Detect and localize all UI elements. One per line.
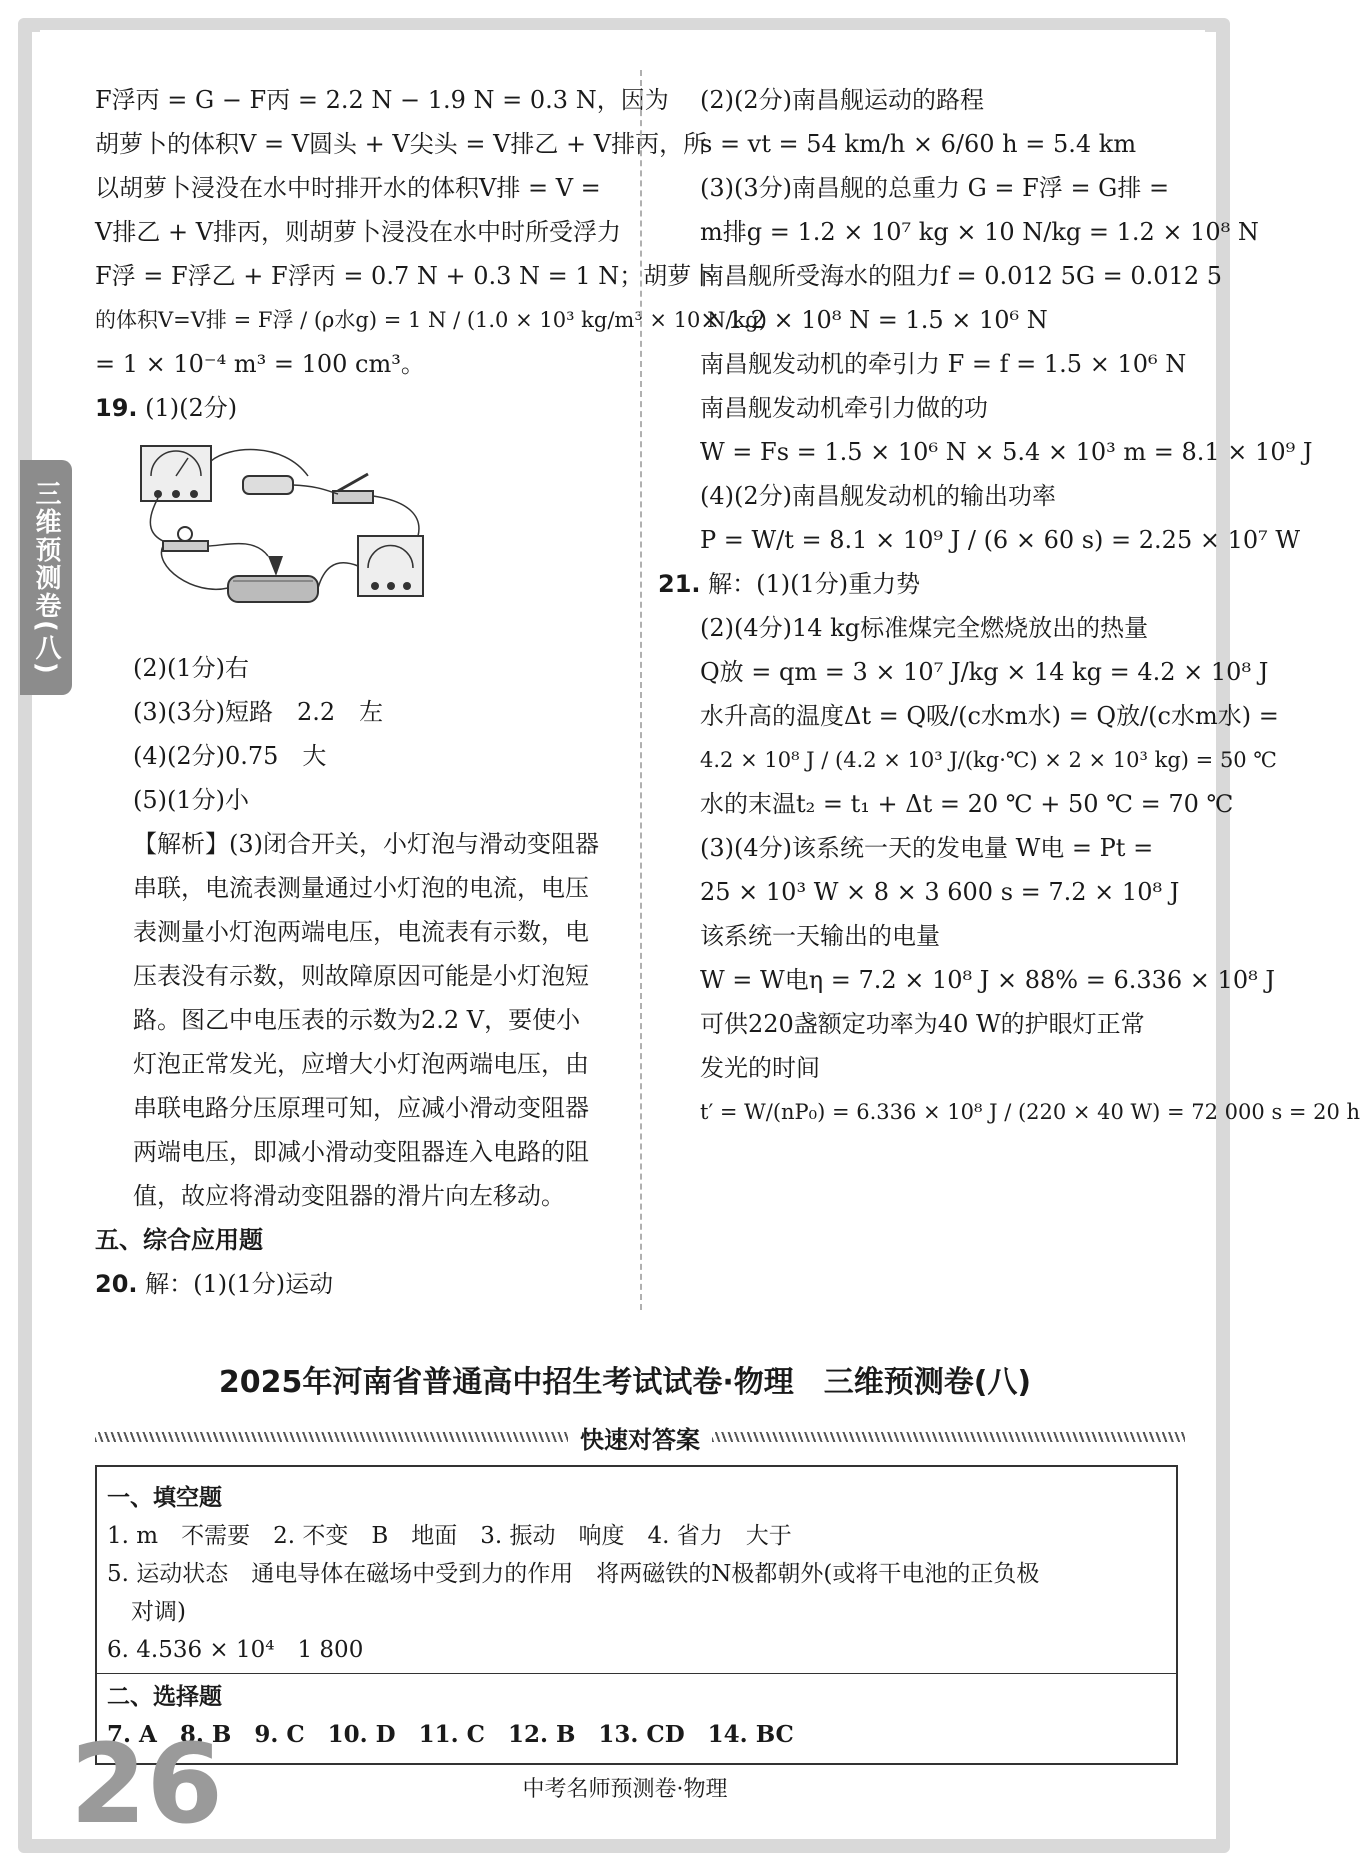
text-line: W = W电η = 7.2 × 10⁸ J × 88% = 6.336 × 10⁸ J xyxy=(700,966,1275,994)
text-line: (4)(2分)南昌舰发动机的输出功率 xyxy=(700,482,1056,510)
answer-part: 解：(1)(1分)运动 xyxy=(145,1270,334,1298)
text-line: × 1.2 × 10⁸ N = 1.5 × 10⁶ N xyxy=(700,306,1048,334)
text-line: F浮丙 = G − F丙 = 2.2 N − 1.9 N = 0.3 N，因为 xyxy=(95,86,669,114)
text-line: 4.2 × 10⁸ J / (4.2 × 10³ J/(kg·℃) × 2 × 10³ kg) = 50 ℃ xyxy=(700,748,1277,772)
answer-box xyxy=(95,1465,1178,1765)
answer-part: (3)(3分)短路 2.2 左 xyxy=(133,698,384,726)
hatch-decoration xyxy=(95,1432,568,1442)
text-line: (3)(3分)南昌舰的总重力 G = F浮 = G排 = xyxy=(700,174,1170,202)
question-20 xyxy=(95,1262,615,1306)
text-line: 该系统一天输出的电量 xyxy=(700,922,940,950)
side-tab: 三维预测卷(八) xyxy=(20,460,72,695)
analysis-line: 压表没有示数，则故障原因可能是小灯泡短 xyxy=(133,962,589,990)
text-line: 以胡萝卜浸没在水中时排开水的体积V排 = V = xyxy=(95,174,601,202)
text-line: 可供220盏额定功率为40 W的护眼灯正常 xyxy=(700,1010,1145,1038)
text-line: 水的末温t₂ = t₁ + Δt = 20 ℃ + 50 ℃ = 70 ℃ xyxy=(700,790,1234,818)
text-line: (2)(2分)南昌舰运动的路程 xyxy=(700,86,984,114)
section-heading: 一、填空题 xyxy=(107,1485,222,1511)
answer-line: 7. A 8. B 9. C 10. D 11. C 12. B 13. CD 14. BC xyxy=(107,1721,794,1748)
divider xyxy=(97,1673,1176,1674)
text-line: s = vt = 54 km/h × 6/60 h = 5.4 km xyxy=(700,130,1137,158)
right-column xyxy=(658,78,1360,1134)
question-19 xyxy=(95,386,615,430)
text-line: Q放 = qm = 3 × 10⁷ J/kg × 14 kg = 4.2 × 10⁸ J xyxy=(700,658,1269,686)
text-line: (3)(4分)该系统一天的发电量 W电 = Pt = xyxy=(700,834,1154,862)
answer-line: 1. m 不需要 2. 不变 B 地面 3. 振动 响度 4. 省力 大于 xyxy=(107,1523,792,1549)
page-number: 26 xyxy=(70,1720,224,1848)
analysis-line: 路。图乙中电压表的示数为2.2 V，要使小 xyxy=(133,1006,581,1034)
question-number: 21. xyxy=(658,570,701,598)
exam-title: 2025年河南省普通高中招生考试试卷·物理 三维预测卷(八) xyxy=(218,1365,1032,1400)
text-line: F浮 = F浮乙 + F浮丙 = 0.7 N + 0.3 N = 1 N；胡萝卜 xyxy=(95,262,716,290)
text-line: 南昌舰所受海水的阻力f = 0.012 5G = 0.012 5 xyxy=(700,262,1222,290)
answer-part: (5)(1分)小 xyxy=(133,786,249,814)
question-21 xyxy=(658,562,1200,606)
section-heading: 二、选择题 xyxy=(107,1684,222,1710)
analysis-line: 表测量小灯泡两端电压，电流表有示数，电 xyxy=(133,918,589,946)
question-number: 19. xyxy=(95,394,138,422)
analysis-line: 值，故应将滑动变阻器的滑片向左移动。 xyxy=(133,1182,565,1210)
text-line: 胡萝卜的体积V = V圆头 + V尖头 = V排乙 + V排丙，所 xyxy=(95,130,708,158)
text-line: V排乙 + V排丙，则胡萝卜浸没在水中时所受浮力 xyxy=(95,218,622,246)
circuit-diagram xyxy=(133,436,443,626)
analysis-line: 两端电压，即减小滑动变阻器连入电路的阻 xyxy=(133,1138,589,1166)
answer-part: 解：(1)(1分)重力势 xyxy=(708,570,921,598)
text-line: 南昌舰发动机的牵引力 F = f = 1.5 × 10⁶ N xyxy=(700,350,1187,378)
answer-line: 对调) xyxy=(131,1599,186,1625)
answer-line: 5. 运动状态 通电导体在磁场中受到力的作用 将两磁铁的N极都朝外(或将干电池的正负极 xyxy=(107,1561,1040,1587)
text-line: 南昌舰发动机牵引力做的功 xyxy=(700,394,988,422)
text-line: = 1 × 10⁻⁴ m³ = 100 cm³。 xyxy=(95,350,425,378)
hatch-decoration xyxy=(712,1432,1185,1442)
text-line: 25 × 10³ W × 8 × 3 600 s = 7.2 × 10⁸ J xyxy=(700,878,1180,906)
footer-text: 中考名师预测卷·物理 xyxy=(522,1777,728,1802)
text-line: m排g = 1.2 × 10⁷ kg × 10 N/kg = 1.2 × 10⁸ N xyxy=(700,218,1259,246)
column-divider xyxy=(640,70,642,1310)
answer-line: 6. 4.536 × 10⁴ 1 800 xyxy=(107,1637,364,1663)
answer-part: (1)(2分) xyxy=(145,394,238,422)
text-line: P = W/t = 8.1 × 10⁹ J / (6 × 60 s) = 2.25 × 10⁷ W xyxy=(700,526,1301,554)
text-line: W = Fs = 1.5 × 10⁶ N × 5.4 × 10³ m = 8.1 × 10⁹ J xyxy=(700,438,1313,466)
analysis-line: 【解析】(3)闭合开关，小灯泡与滑动变阻器 xyxy=(133,830,599,858)
quick-answer-label: 快速对答案 xyxy=(580,1425,700,1454)
text-line: 的体积V=V排 = F浮 / (ρ水g) = 1 N / (1.0 × 10³ kg/m³ × 10 N/kg) xyxy=(95,308,767,332)
text-line: 发光的时间 xyxy=(700,1054,820,1082)
analysis-line: 串联，电流表测量通过小灯泡的电流，电压 xyxy=(133,874,589,902)
analysis-line: 串联电路分压原理可知，应减小滑动变阻器 xyxy=(133,1094,589,1122)
question-number: 20. xyxy=(95,1270,138,1298)
section-heading: 五、综合应用题 xyxy=(95,1226,263,1254)
analysis-line: 灯泡正常发光，应增大小灯泡两端电压，由 xyxy=(133,1050,589,1078)
answer-part: (4)(2分)0.75 大 xyxy=(133,742,327,770)
text-line: t′ = W/(nP₀) = 6.336 × 10⁸ J / (220 × 40 W) = 72 000 s = 20 h xyxy=(700,1100,1360,1124)
quick-answer-header xyxy=(95,1420,1185,1454)
text-line: 水升高的温度Δt = Q吸/(c水m水) = Q放/(c水m水) = xyxy=(700,702,1279,730)
text-line: (2)(4分)14 kg标准煤完全燃烧放出的热量 xyxy=(700,614,1149,642)
answer-part: (2)(1分)右 xyxy=(133,654,249,682)
